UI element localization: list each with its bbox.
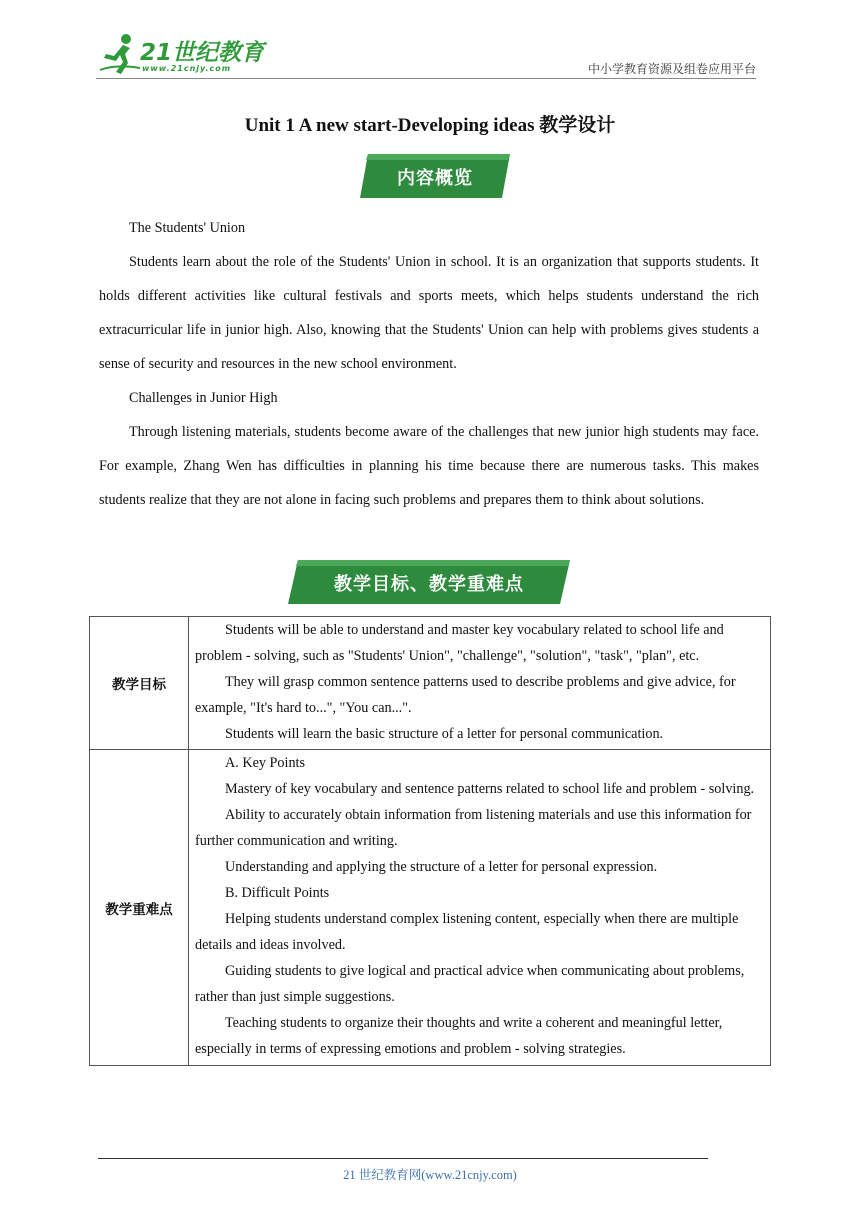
objective-item: They will grasp common sentence patterns used to describe problems and give advice, for example, "It's hard to...", "You can...". [195,674,736,716]
page-title: Unit 1 A new start-Developing ideas 教学设计 [244,115,616,136]
overview-paragraph-challenges: Through listening materials, students become aware of the challenges that new junior high students may face. For example, Zhang Wen has difficulties in planning his time because there are numerous tasks. This makes students realize that they are not alone in facing such problems and prepares them to think about solutions. [99,424,759,508]
footer-divider [98,1158,708,1159]
difficult-point-item: Helping students understand complex listening content, especially when there are multiple details and ideas involved. [195,911,739,953]
objectives-banner [288,560,570,604]
row-head-objectives: 教学目标 [90,617,189,750]
logo-text: 21世纪教育 [140,40,265,66]
key-points-heading: A. Key Points [225,755,306,771]
page-header [96,30,756,79]
overview-paragraph-union: Students learn about the role of the Students' Union in school. It is an organization that supports students. It holds different activities like cultural festivals and sports meets, which helps students understand the rich extracurricular life in junior high. Also, knowing that the Students' Union can help with problems gives students a sense of security and resources in the new school environment. [99,254,759,372]
overview-heading-challenges: Challenges in Junior High [129,390,278,406]
difficult-points-heading: B. Difficult Points [225,885,330,901]
logo-url: www.21cnjy.com [142,64,232,73]
table-row-key-points [90,750,771,1066]
platform-name: 中小学教育资源及组卷应用平台 [587,62,756,76]
key-point-item: Ability to accurately obtain information from listening materials and use this information for further communication and writing. [195,807,752,849]
table-row-objectives [90,617,771,750]
overview-content [99,211,759,517]
difficult-point-item: Guiding students to give logical and practical advice when communicating about problems, rather than just simple suggestions. [195,963,745,1005]
objectives-table [89,616,771,1066]
difficult-point-item: Teaching students to organize their thoughts and write a coherent and meaningful letter, especially in terms of expressing emotions and problem - solving strategies. [195,1015,723,1057]
banner-label: 内容概览 [397,168,473,189]
row-body-objectives [189,617,771,750]
key-point-item: Understanding and applying the structure of a letter for personal expression. [225,859,658,875]
overview-heading-union: The Students' Union [129,220,246,236]
row-body-key-points [189,750,771,1066]
objective-item: Students will be able to understand and master key vocabulary related to school life and problem - solving, such as "Students' Union", "challenge", "solution", "task", "plan", etc. [195,622,724,664]
overview-banner [360,154,510,198]
objective-item: Students will learn the basic structure of a letter for personal communication. [225,726,664,742]
page-footer[interactable]: 21 世纪教育网(www.21cnjy.com) [343,1168,517,1182]
banner-label: 教学目标、教学重难点 [334,574,524,595]
row-head-key-points: 教学重难点 [90,750,189,1066]
key-point-item: Mastery of key vocabulary and sentence patterns related to school life and problem - solving. [225,781,755,797]
running-man-logo-icon [96,32,142,76]
site-logo[interactable] [96,32,266,76]
